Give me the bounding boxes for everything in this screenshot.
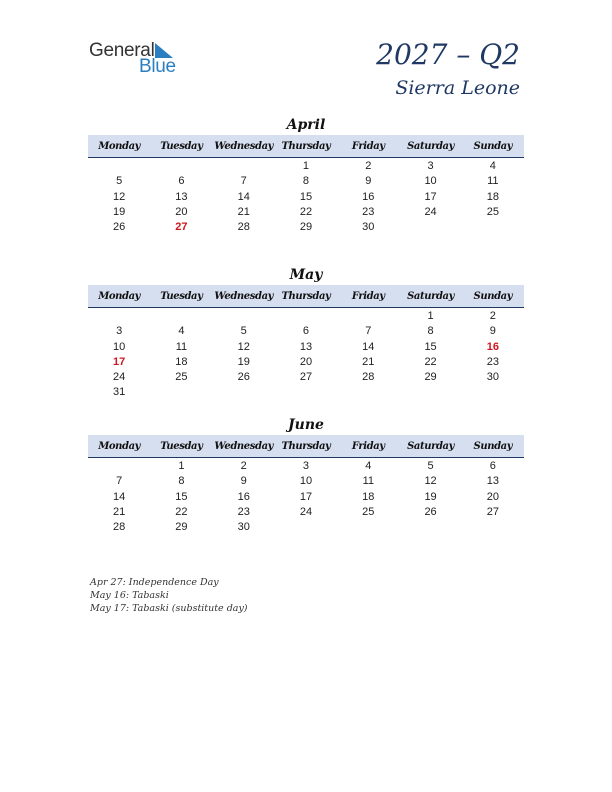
day-cell: 30: [486, 371, 499, 384]
day-cell: 16: [237, 490, 250, 503]
weekday-label: Wednesday: [214, 140, 274, 152]
month-block-june: [88, 415, 524, 535]
day-cell: 28: [362, 371, 375, 384]
empty-day-cell: [337, 385, 399, 400]
day-cell: 15: [424, 340, 437, 353]
day-cell: 18: [175, 355, 188, 368]
empty-day-cell: [88, 459, 150, 474]
day-cell: 28: [113, 521, 126, 534]
logo-text-general: General: [89, 40, 155, 61]
day-cell: 1: [302, 160, 310, 172]
day-cell: 9: [240, 475, 247, 488]
day-cell: 3: [427, 160, 434, 172]
day-cell: 8: [427, 325, 434, 338]
day-cell: 29: [424, 371, 437, 384]
day-cell: 6: [302, 325, 310, 338]
weekday-label: Thursday: [281, 440, 331, 452]
day-cell: 8: [302, 175, 310, 188]
day-cell: 2: [365, 160, 372, 172]
empty-day-cell: [275, 309, 337, 324]
day-cell: 1: [178, 460, 185, 472]
day-cell: 23: [486, 355, 499, 368]
day-cell: 29: [299, 221, 313, 234]
weekday-label: Friday: [351, 290, 385, 302]
holiday-notes: [90, 576, 248, 615]
day-cell: 15: [299, 190, 313, 203]
empty-day-cell: [275, 385, 337, 400]
holiday-note: Apr 27: Independence Day: [90, 577, 219, 588]
day-cell: 5: [240, 325, 247, 338]
day-cell: 10: [113, 340, 126, 353]
day-cell: 21: [237, 205, 250, 218]
day-cell: 6: [178, 175, 185, 188]
weekday-label: Saturday: [407, 440, 455, 452]
weekday-label: Tuesday: [160, 440, 203, 452]
day-cell: 18: [362, 490, 375, 503]
day-cell: 23: [362, 205, 375, 218]
holiday-note: May 17: Tabaski (substitute day): [90, 603, 248, 614]
empty-day-cell: [88, 159, 150, 174]
empty-day-cell: [213, 159, 275, 174]
day-cell: 1: [427, 310, 434, 322]
day-cell: 6: [489, 460, 496, 472]
day-cell: 13: [486, 475, 499, 488]
holiday-day-cell: 27: [175, 221, 188, 234]
day-cell: 28: [237, 221, 250, 234]
weekday-label: Thursday: [281, 290, 331, 302]
generalblue-logo: [89, 40, 189, 80]
empty-day-cell: [399, 385, 461, 400]
day-cell: 10: [299, 475, 313, 488]
day-cell: 17: [299, 490, 313, 503]
weekday-label: Tuesday: [160, 290, 203, 302]
day-cell: 26: [424, 505, 437, 518]
day-cell: 4: [365, 460, 372, 472]
day-cell: 11: [175, 340, 188, 353]
day-cell: 12: [424, 475, 437, 488]
day-cell: 17: [424, 190, 437, 203]
day-grid: [88, 309, 524, 401]
weekday-label: Friday: [351, 440, 385, 452]
day-cell: 30: [362, 221, 375, 234]
day-cell: 12: [113, 190, 126, 203]
weekday-header: [88, 135, 524, 158]
day-cell: 16: [362, 190, 375, 203]
month-title: June: [288, 417, 324, 433]
logo-text-blue: Blue: [139, 56, 176, 77]
month-title: May: [289, 267, 323, 283]
day-cell: 18: [486, 190, 499, 203]
empty-day-cell: [399, 520, 461, 535]
day-cell: 26: [237, 371, 250, 384]
weekday-label: Thursday: [281, 140, 331, 152]
day-cell: 22: [299, 205, 313, 218]
page-title: 2027 – Q2: [376, 38, 520, 71]
day-cell: 20: [486, 490, 499, 503]
day-cell: 19: [424, 490, 437, 503]
day-cell: 22: [175, 505, 188, 518]
day-cell: 3: [116, 325, 123, 338]
day-grid: [88, 159, 524, 235]
day-cell: 2: [240, 460, 247, 472]
empty-day-cell: [399, 220, 461, 235]
day-cell: 25: [486, 205, 499, 218]
weekday-label: Sunday: [473, 440, 513, 452]
day-cell: 13: [175, 190, 188, 203]
weekday-header: [88, 285, 524, 308]
day-cell: 12: [237, 340, 250, 353]
empty-day-cell: [150, 385, 212, 400]
day-cell: 4: [178, 325, 185, 338]
day-grid: [88, 459, 524, 535]
day-cell: 29: [175, 521, 188, 534]
holiday-day-cell: 17: [113, 355, 126, 368]
day-cell: 9: [365, 175, 372, 188]
day-cell: 20: [299, 355, 313, 368]
day-cell: 25: [175, 371, 188, 384]
day-cell: 19: [113, 205, 126, 218]
weekday-label: Sunday: [473, 290, 513, 302]
empty-day-cell: [462, 520, 524, 535]
day-cell: 24: [424, 205, 437, 218]
empty-day-cell: [88, 309, 150, 324]
day-cell: 19: [237, 355, 250, 368]
day-cell: 14: [362, 340, 375, 353]
weekday-label: Saturday: [407, 290, 455, 302]
weekday-label: Sunday: [473, 140, 513, 152]
weekday-label: Wednesday: [214, 290, 274, 302]
empty-day-cell: [213, 385, 275, 400]
empty-day-cell: [213, 309, 275, 324]
day-cell: 7: [365, 325, 372, 338]
day-cell: 9: [489, 325, 496, 338]
day-cell: 23: [237, 505, 250, 518]
day-cell: 2: [489, 310, 496, 322]
weekday-header: [88, 435, 524, 458]
day-cell: 3: [302, 460, 310, 472]
day-cell: 24: [299, 505, 313, 518]
empty-day-cell: [275, 520, 337, 535]
day-cell: 13: [299, 340, 313, 353]
weekday-label: Monday: [98, 290, 141, 302]
country-name: Sierra Leone: [395, 77, 520, 99]
empty-day-cell: [462, 385, 524, 400]
day-cell: 21: [113, 505, 126, 518]
day-cell: 24: [113, 371, 126, 384]
month-title: April: [286, 117, 326, 133]
month-block-may: [88, 265, 524, 401]
day-cell: 27: [486, 505, 499, 518]
weekday-label: Saturday: [407, 140, 455, 152]
day-cell: 31: [113, 386, 126, 399]
day-cell: 5: [116, 175, 123, 188]
empty-day-cell: [337, 309, 399, 324]
day-cell: 30: [237, 521, 250, 534]
day-cell: 21: [362, 355, 375, 368]
day-cell: 5: [427, 460, 434, 472]
day-cell: 11: [487, 175, 499, 188]
day-cell: 27: [299, 371, 313, 384]
empty-day-cell: [150, 309, 212, 324]
holiday-note: May 16: Tabaski: [90, 590, 169, 601]
empty-day-cell: [462, 220, 524, 235]
day-cell: 11: [362, 475, 374, 488]
empty-day-cell: [150, 159, 212, 174]
month-block-april: [88, 115, 524, 235]
day-cell: 7: [240, 175, 247, 188]
day-cell: 25: [362, 505, 375, 518]
empty-day-cell: [337, 520, 399, 535]
day-cell: 26: [113, 221, 126, 234]
day-cell: 10: [424, 175, 437, 188]
day-cell: 15: [175, 490, 188, 503]
holiday-day-cell: 16: [486, 340, 499, 353]
day-cell: 7: [116, 475, 123, 488]
day-cell: 22: [424, 355, 437, 368]
weekday-label: Wednesday: [214, 440, 274, 452]
weekday-label: Friday: [351, 140, 385, 152]
day-cell: 14: [237, 190, 250, 203]
day-cell: 20: [175, 205, 188, 218]
weekday-label: Monday: [98, 140, 141, 152]
weekday-label: Tuesday: [160, 140, 203, 152]
weekday-label: Monday: [98, 440, 141, 452]
day-cell: 4: [489, 160, 496, 172]
day-cell: 14: [113, 490, 126, 503]
day-cell: 8: [178, 475, 185, 488]
